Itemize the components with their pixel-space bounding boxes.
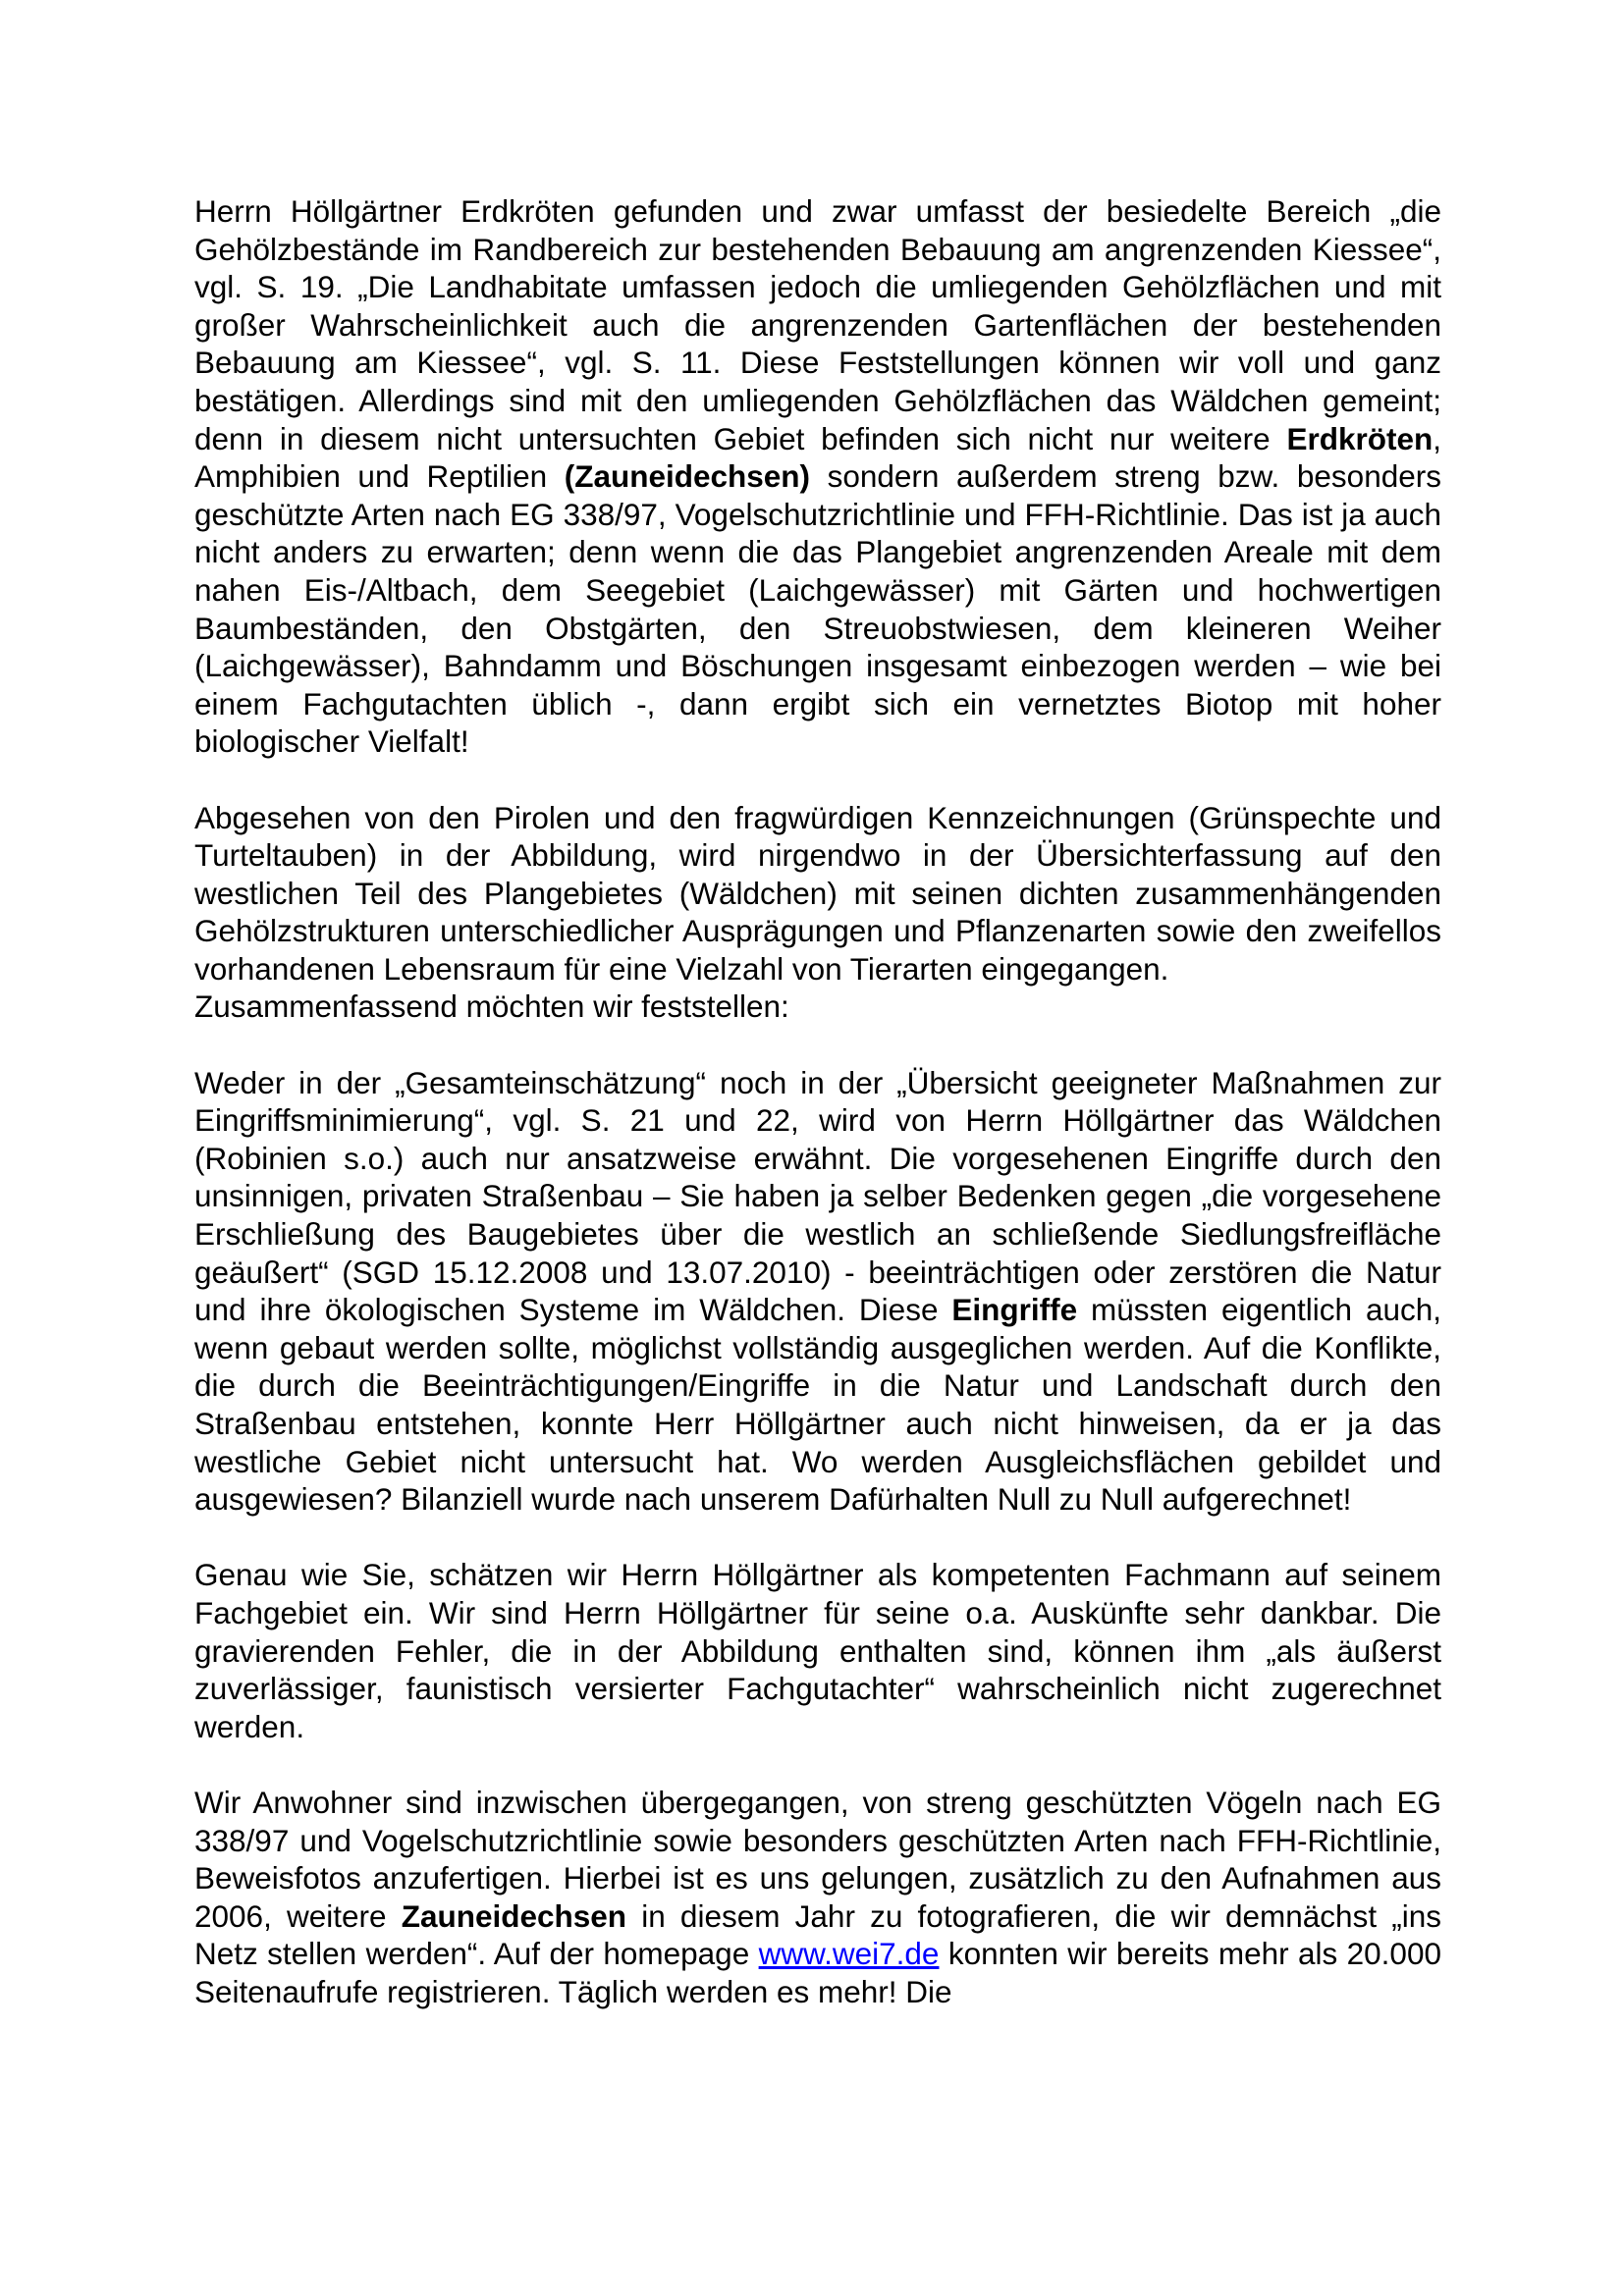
text-run: Zusammenfassend möchten wir feststellen: [194, 988, 789, 1025]
text-run: Wir Anwohner sind inzwischen übergegangen, von streng geschützten Vögeln nach EG 338/97 und Vogelschutzrichtlinie sowie besonders geschützten Arten nach FFH-Richtlinie, Beweisfotos anzufertigen. Hierbei ist es uns gelungen, zusätzlich zu den Aufnahmen aus 2006, weitere [194, 1784, 1441, 1934]
paragraph-spacer [194, 1745, 1441, 1784]
paragraph-5 [194, 1556, 1441, 1745]
paragraph-3 [194, 988, 1441, 1026]
paragraph-spacer [194, 1519, 1441, 1557]
homepage-link[interactable]: www.wei7.de [758, 1936, 940, 1972]
text-run: Abgesehen von den Pirolen und den fragwürdigen Kennzeichnungen (Grünspechte und Turteltauben) in der Abbildung, wird nirgendwo in der Übersichterfassung auf den westlichen Teil des Plangebietes (Wäldchen) mit seinen dichten zusammenhängenden Gehölzstrukturen unterschiedlicher Ausprägungen und Pflanzenarten sowie den zweifellos vorhandenen Lebensraum für eine Vielzahl von Tierarten eingegangen. [194, 799, 1441, 987]
bold-term-zauneidechsen: (Zauneidechsen) [564, 458, 811, 495]
paragraph-2 [194, 799, 1441, 988]
text-run: müssten eigentlich auch, wenn gebaut werden sollte, möglichst vollständig ausgeglichen werden. Auf die Konflikte, die durch die Beeinträchtigungen/Eingriffe in die Natur und Landschaft durch den Straßenbau entstehen, konnte Herr Höllgärtner auch nicht hinweisen, da er ja das westliche Gebiet nicht untersucht hat. Wo werden Ausgleichsflächen gebildet und ausgewiesen? Bilanziell wurde nach unserem Dafürhalten Null zu Null aufgerechnet! [194, 1292, 1442, 1518]
bold-term-zauneidechsen: Zauneidechsen [401, 1897, 627, 1934]
paragraph-1 [194, 192, 1441, 761]
text-run: in diesem Jahr zu fotografieren, die wir demnächst „ins Netz stellen werden“. Auf der homepage [194, 1897, 1442, 1972]
document-page [194, 192, 1441, 2011]
text-run: sondern außerdem streng bzw. besonders geschützte Arten nach EG 338/97, Vogelschutzrichtlinie und FFH-Richtlinie. Das ist ja auch nicht anders zu erwarten; denn wenn die das Plangebiet angrenzenden Areale mit dem nahen Eis-/Altbach, dem Seegebiet (Laichgewässer) mit Gärten und hochwertigen Baumbeständen, den Obstgärten, den Streuobstwiesen, dem kleineren Weiher (Laichgewässer), Bahndamm und Böschungen insgesamt einbezogen werden – wie bei einem Fachgutachten üblich -, dann ergibt sich ein vernetztes Biotop mit hoher biologischer Vielfalt! [194, 458, 1441, 760]
bold-term-erdkroeten: Erdkröten [1286, 420, 1434, 456]
bold-term-eingriffe: Eingriffe [951, 1292, 1078, 1328]
paragraph-4 [194, 1064, 1441, 1519]
text-run: , Amphibien und Reptilien [194, 420, 1441, 495]
text-run: Genau wie Sie, schätzen wir Herrn Höllgärtner als kompetenten Fachmann auf seinem Fachgebiet ein. Wir sind Herrn Höllgärtner für seine o.a. Auskünfte sehr dankbar. Die gravierenden Fehler, die in der Abbildung enthalten sind, können ihm „als äußerst zuverlässiger, faunistisch versierter Fachgutachter“ wahrscheinlich nicht zugerechnet werden. [194, 1557, 1441, 1744]
text-run: konnten wir bereits mehr als 20.000 Seitenaufrufe registrieren. Täglich werden es mehr! Die [194, 1936, 1441, 2009]
paragraph-6 [194, 1784, 1441, 2011]
paragraph-spacer [194, 1026, 1441, 1064]
text-run: Weder in der „Gesamteinschätzung“ noch in der „Übersicht geeigneter Maßnahmen zur Eingriffsminimierung“, vgl. S. 21 und 22, wird von Herrn Höllgärtner das Wäldchen (Robinien s.o.) auch nur ansatzweise erwähnt. Die vorgesehenen Eingriffe durch den unsinnigen, privaten Straßenbau – Sie haben ja selber Bedenken gegen „die vorgesehene Erschließung des Baugebietes über die westlich an schließende Siedlungsfreifläche geäußert“ (SGD 15.12.2008 und 13.07.2010) - beeinträchtigen oder zerstören die Natur und ihre ökologischen Systeme im Wäldchen. Diese [194, 1064, 1441, 1328]
text-run: Herrn Höllgärtner Erdkröten gefunden und zwar umfasst der besiedelte Bereich „die Gehölzbestände im Randbereich zur bestehenden Bebauung am angrenzenden Kiessee“, vgl. S. 19. „Die Landhabitate umfassen jedoch die umliegenden Gehölzflächen und mit großer Wahrscheinlichkeit auch die angrenzenden Gartenflächen der bestehenden Bebauung am Kiessee“, vgl. S. 11. Diese Feststellungen können wir voll und ganz bestätigen. Allerdings sind mit den umliegenden Gehölzflächen das Wäldchen gemeint; denn in diesem nicht untersuchten Gebiet befinden sich nicht nur weitere [194, 193, 1441, 456]
paragraph-spacer [194, 761, 1441, 799]
